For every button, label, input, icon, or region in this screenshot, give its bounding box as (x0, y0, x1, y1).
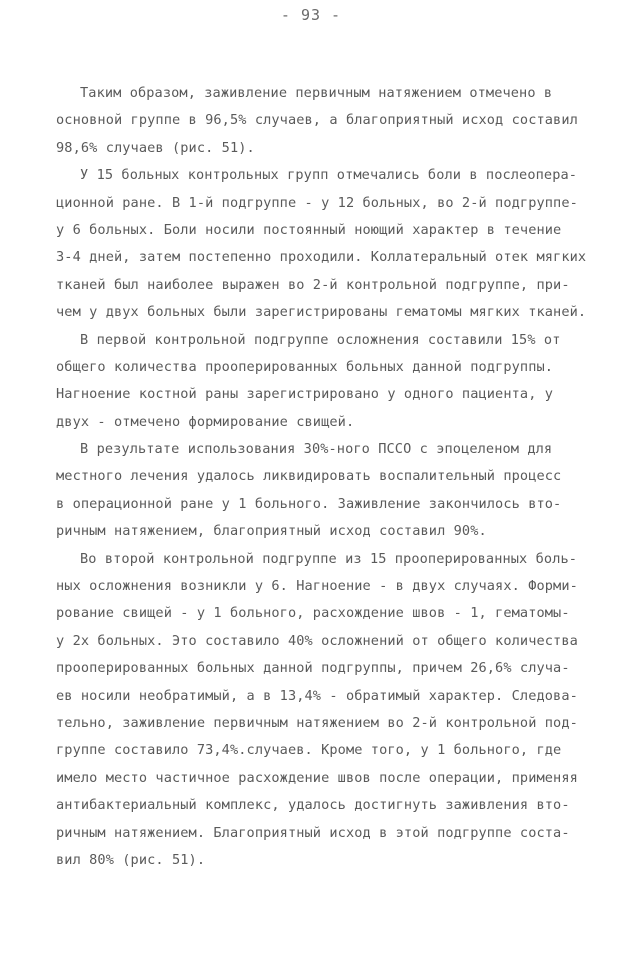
text-line: вил 80% (рис. 51). (56, 851, 206, 868)
text-line: у 2х больных. Это составило 40% осложнений от общего количества (56, 632, 578, 649)
text-line: основной группе в 96,5% случаев, а благоприятный исход составил (56, 112, 578, 129)
text-line: В первой контрольной подгруппе осложнения составили 15% от (80, 331, 561, 348)
text-line: У 15 больных контрольных групп отмечались боли в послеопера- (80, 167, 578, 184)
text-line: Таким образом, заживление первичным натяжением отмечено в (80, 85, 553, 101)
text-line: рование свищей - у 1 больного, расхождение швов - 1, гематомы- (56, 605, 570, 622)
text-line: ев носили необратимый, а в 13,4% - обратимый характер. Следова- (56, 687, 578, 704)
text-line: имело место частичное расхождение швов после операции, применяя (56, 769, 578, 786)
text-line: тельно, заживление первичным натяжением во 2-й контрольной под- (56, 714, 578, 731)
page-number: - 93 - (280, 6, 342, 24)
text-line: группе составило 73,4%.случаев. Кроме того, у 1 больного, где (56, 742, 562, 759)
text-line: ных осложнения возникли у 6. Нагноение - в двух случаях. Форми- (56, 578, 578, 595)
body-text (56, 80, 596, 874)
text-line: 3-4 дней, затем постепенно проходили. Коллатеральный отек мягких (56, 249, 587, 266)
text-line: прооперированных больных данной подгруппы, причем 26,6% случа- (56, 660, 570, 677)
text-line: у 6 больных. Боли носили постоянный ноющий характер в течение (56, 221, 562, 238)
text-line: местного лечения удалось ликвидировать воспалительный процесс (56, 468, 562, 485)
text-line: ричным натяжением, благоприятный исход составил 90%. (56, 523, 487, 540)
text-line: чем у двух больных были зарегистрированы гематомы мягких тканей. (56, 304, 587, 321)
text-line: В результате использования 30%-ного ПССО с эпоцеленом для (80, 441, 553, 458)
text-line: антибактериальный комплекс, удалось достигнуть заживления вто- (56, 797, 570, 814)
text-line: общего количества прооперированных больных данной подгруппы. (56, 358, 554, 375)
text-line: ционной ране. В 1-й подгруппе - у 12 больных, во 2-й подгруппе- (56, 194, 578, 211)
text-line: Нагноение костной раны зарегистрировано у одного пациента, у (56, 386, 554, 403)
text-line: двух - отмечено формирование свищей. (56, 413, 355, 430)
text-line: 98,6% случаев (рис. 51). (56, 139, 255, 156)
text-line: тканей был наиболее выражен во 2-й контрольной подгруппе, при- (56, 276, 570, 293)
text-line: Во второй контрольной подгруппе из 15 прооперированных боль- (80, 550, 578, 567)
text-line: ричным натяжением. Благоприятный исход в этой подгруппе соста- (56, 824, 570, 841)
text-line: в операционной ране у 1 больного. Заживление закончилось вто- (56, 495, 562, 512)
